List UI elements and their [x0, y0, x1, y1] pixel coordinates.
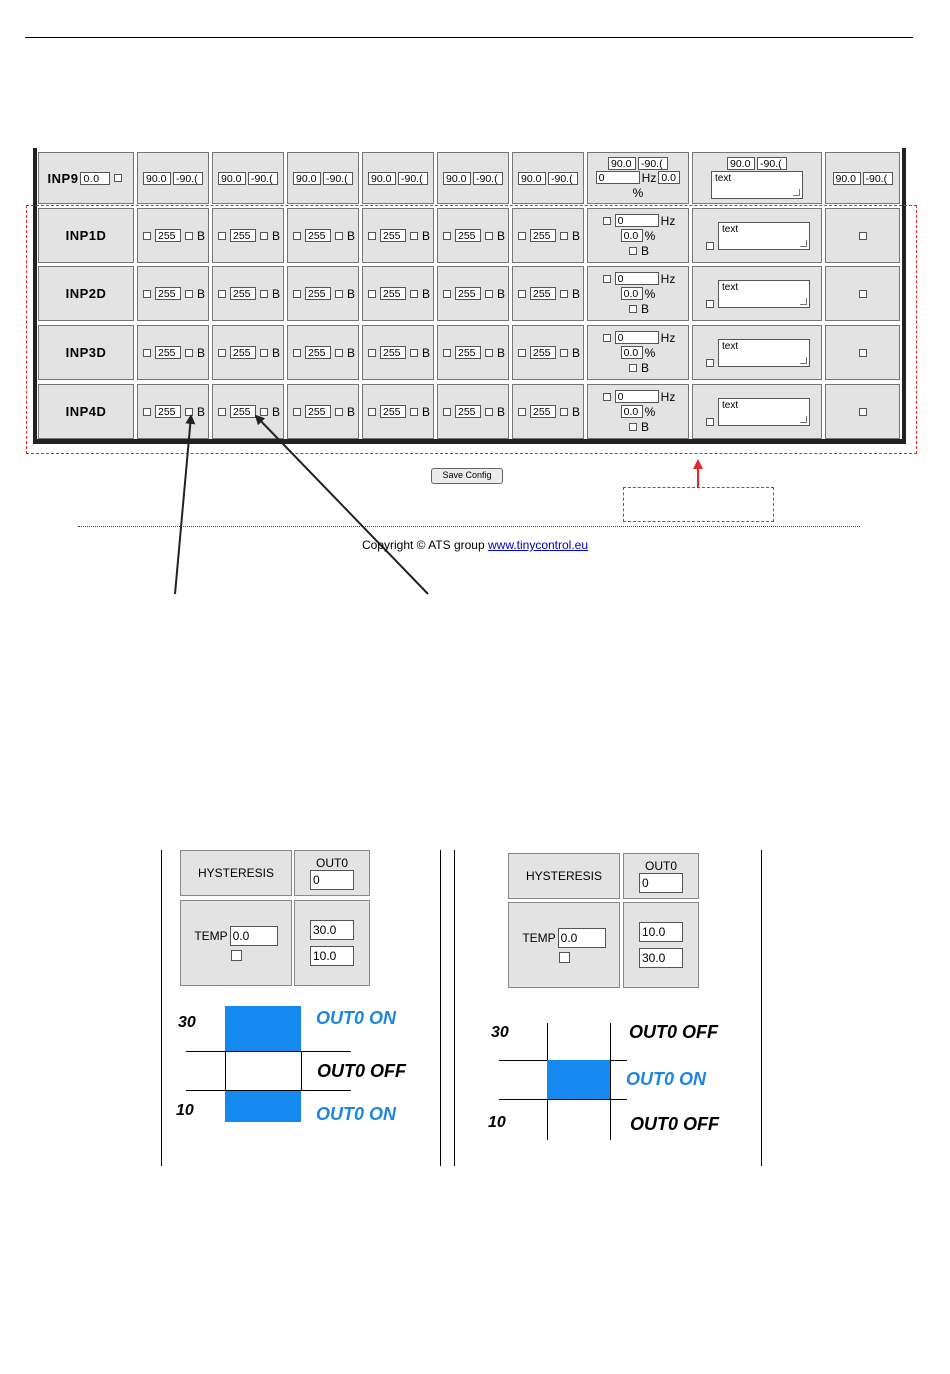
state-mid-label: OUT0 ON [626, 1069, 707, 1089]
percent-input[interactable]: 0.0 [621, 405, 643, 418]
value-input[interactable]: 255 [305, 287, 331, 300]
temp-label: TEMP [194, 928, 228, 943]
percent-input[interactable]: 0.0 [621, 346, 643, 359]
min-input[interactable]: -90.( [323, 172, 353, 185]
b-label: B [421, 345, 430, 360]
value-input[interactable]: 255 [155, 346, 181, 359]
value-input[interactable]: 255 [155, 405, 181, 418]
value-input[interactable]: 255 [530, 287, 556, 300]
b-label: B [271, 228, 280, 243]
max-input[interactable]: 90.0 [608, 157, 636, 170]
out0-header-cell [623, 853, 699, 899]
b-label: B [196, 404, 205, 419]
upper-threshold-line [186, 1051, 351, 1052]
arrow-to-value-input [256, 416, 428, 594]
value-input[interactable]: 255 [530, 405, 556, 418]
temp-cell [180, 900, 292, 986]
out0-label: OUT0 [644, 859, 677, 873]
upper-threshold-input[interactable]: 30.0 [310, 920, 354, 940]
out0-label: OUT0 [315, 856, 348, 870]
value-input[interactable]: 255 [380, 287, 406, 300]
text-area[interactable]: text [711, 171, 803, 199]
value-input[interactable]: 255 [305, 346, 331, 359]
temp-checkbox[interactable] [231, 950, 242, 961]
tinycontrol-link[interactable]: www.tinycontrol.eu [487, 538, 589, 552]
hysteresis-label: HYSTERESIS [525, 869, 603, 883]
b-label: B [346, 404, 355, 419]
percent-label: % [644, 345, 656, 360]
value-input[interactable]: 255 [380, 346, 406, 359]
max-input[interactable]: 90.0 [833, 172, 861, 185]
level-10: 10 [488, 1114, 506, 1131]
percent-input[interactable]: 0.0 [621, 287, 643, 300]
b-label: B [421, 228, 430, 243]
min-input[interactable]: -90.( [173, 172, 203, 185]
level-30: 30 [178, 1014, 196, 1031]
b-label: B [346, 345, 355, 360]
value-input[interactable]: 255 [305, 229, 331, 242]
hz-label: Hz [660, 330, 676, 345]
value-input[interactable]: 255 [155, 229, 181, 242]
min-input[interactable]: -90.( [548, 172, 578, 185]
temp-checkbox[interactable] [559, 952, 570, 963]
level-10: 10 [176, 1102, 194, 1119]
region-left-edge [225, 1051, 226, 1090]
out0-header-cell [294, 850, 370, 896]
out0-input[interactable]: 0 [639, 873, 683, 893]
value-input[interactable]: 255 [530, 229, 556, 242]
min-input[interactable]: -90.( [398, 172, 428, 185]
b-label: B [571, 228, 580, 243]
b-label: B [571, 286, 580, 301]
out0-input[interactable]: 0 [310, 870, 354, 890]
b-label: B [640, 360, 649, 375]
lower-threshold-input[interactable]: 10.0 [310, 946, 354, 966]
b-label: B [496, 228, 505, 243]
row-label-text: INP4D [65, 404, 107, 419]
axis-right [610, 1023, 611, 1140]
hysteresis-panel-normal [161, 850, 441, 1166]
on-region-bottom [225, 1090, 301, 1122]
footer-copyright [0, 538, 950, 552]
percent-label: % [644, 286, 656, 301]
hysteresis-header [508, 853, 620, 899]
on-region [547, 1060, 610, 1099]
row-label-text: INP3D [65, 345, 107, 360]
percent-input[interactable]: 0.0 [621, 229, 643, 242]
b-label: B [496, 345, 505, 360]
lower-threshold-line [499, 1099, 627, 1100]
temp-cell [508, 902, 620, 988]
value-input[interactable]: 255 [230, 405, 256, 418]
text-area[interactable]: text [718, 339, 810, 367]
level-30: 30 [491, 1024, 509, 1041]
max-input[interactable]: 90.0 [368, 172, 396, 185]
b-label: B [271, 404, 280, 419]
inp9-value-input[interactable]: 0.0 [80, 172, 110, 185]
row-label-text: INP2D [65, 286, 107, 301]
max-input[interactable]: 90.0 [518, 172, 546, 185]
value-input[interactable]: 255 [155, 287, 181, 300]
footer-divider [78, 526, 860, 527]
percent-label: % [632, 185, 644, 200]
b-label: B [640, 301, 649, 316]
b-label: B [571, 345, 580, 360]
hz-input[interactable]: 0 [615, 272, 659, 285]
min-input[interactable]: -90.( [248, 172, 278, 185]
percent-label: % [644, 228, 656, 243]
temp-label: TEMP [522, 930, 556, 945]
max-input[interactable]: 90.0 [727, 157, 755, 170]
b-label: B [640, 419, 649, 434]
hysteresis-header [180, 850, 292, 896]
row-label-text: INP1D [65, 228, 107, 243]
hz-label: Hz [660, 213, 676, 228]
value-input[interactable]: 255 [455, 346, 481, 359]
copyright-text: Copyright © ATS group [361, 538, 488, 552]
threshold-cell [623, 902, 699, 988]
value-input[interactable]: 255 [230, 346, 256, 359]
save-config-button[interactable]: Save Config [431, 468, 503, 484]
hysteresis-label: HYSTERESIS [197, 866, 275, 880]
value-input[interactable]: 255 [230, 229, 256, 242]
text-area[interactable]: text [718, 398, 810, 426]
b-label: B [271, 345, 280, 360]
b-label: B [421, 286, 430, 301]
b-label: B [271, 286, 280, 301]
region-right-edge [301, 1051, 302, 1090]
min-input[interactable]: -90.( [638, 157, 668, 170]
hz-label: Hz [641, 170, 657, 185]
text-area[interactable]: text [718, 280, 810, 308]
text-area[interactable]: text [718, 222, 810, 250]
b-label: B [496, 404, 505, 419]
b-label: B [346, 228, 355, 243]
b-label: B [196, 345, 205, 360]
hz-input[interactable]: 0 [615, 390, 659, 403]
lower-threshold-input[interactable]: 30.0 [639, 948, 683, 968]
temp-input[interactable]: 0.0 [558, 928, 606, 948]
b-label: B [421, 404, 430, 419]
hz-label: Hz [660, 389, 676, 404]
hz-label: Hz [660, 271, 676, 286]
min-input[interactable]: -90.( [757, 157, 787, 170]
value-input[interactable]: 255 [230, 287, 256, 300]
hysteresis-panel-inverted [454, 850, 762, 1166]
threshold-cell [294, 900, 370, 986]
max-input[interactable]: 90.0 [293, 172, 321, 185]
b-label: B [346, 286, 355, 301]
upper-threshold-input[interactable]: 10.0 [639, 922, 683, 942]
inp9-label: INP9 [47, 170, 79, 186]
percent-label: % [644, 404, 656, 419]
state-mid-label: OUT0 OFF [317, 1061, 406, 1081]
max-input[interactable]: 90.0 [443, 172, 471, 185]
percent-input[interactable]: 0.0 [658, 171, 680, 184]
state-bottom-label: OUT0 OFF [630, 1114, 719, 1134]
max-input[interactable]: 90.0 [143, 172, 171, 185]
value-input[interactable]: 255 [530, 346, 556, 359]
value-input[interactable]: 255 [455, 405, 481, 418]
state-bottom-label: OUT0 ON [316, 1104, 397, 1124]
arrow-to-checkbox [175, 416, 191, 594]
b-label: B [196, 286, 205, 301]
lower-threshold-line [186, 1090, 351, 1091]
min-input[interactable]: -90.( [863, 172, 893, 185]
b-label: B [496, 286, 505, 301]
on-region-top [225, 1006, 301, 1052]
hz-input[interactable]: 0 [615, 331, 659, 344]
value-input[interactable]: 255 [380, 229, 406, 242]
b-label: B [196, 228, 205, 243]
state-top-label: OUT0 OFF [629, 1022, 718, 1042]
min-input[interactable]: -90.( [473, 172, 503, 185]
value-input[interactable]: 255 [380, 405, 406, 418]
max-input[interactable]: 90.0 [218, 172, 246, 185]
b-label: B [640, 243, 649, 258]
value-input[interactable]: 255 [305, 405, 331, 418]
value-input[interactable]: 255 [455, 229, 481, 242]
value-input[interactable]: 255 [455, 287, 481, 300]
hz-input[interactable]: 0 [615, 214, 659, 227]
b-label: B [571, 404, 580, 419]
temp-input[interactable]: 0.0 [230, 926, 278, 946]
state-top-label: OUT0 ON [316, 1008, 397, 1028]
frequency-input[interactable]: 0 [596, 171, 640, 184]
